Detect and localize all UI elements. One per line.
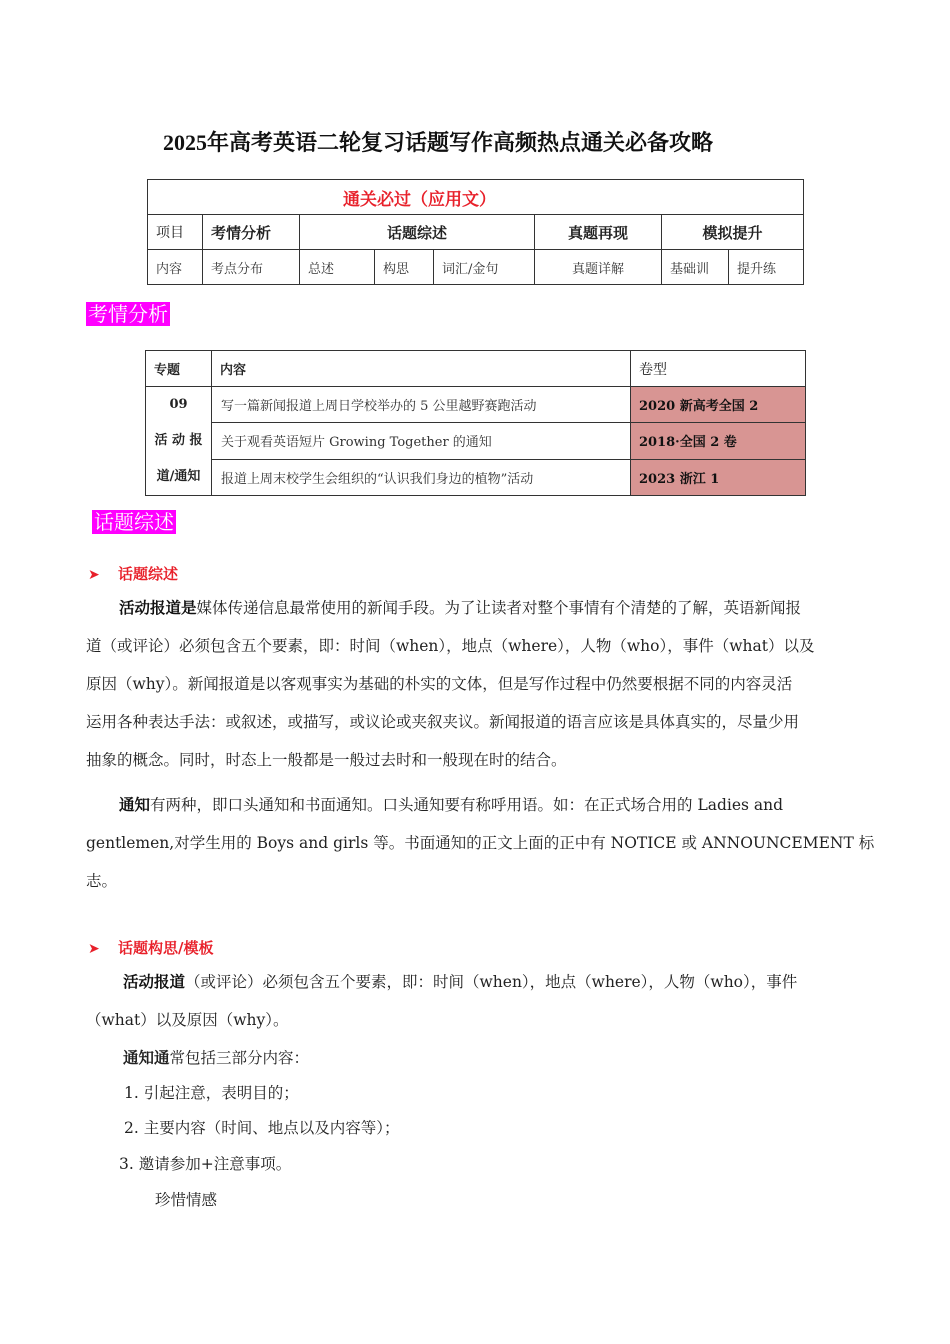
list-item: 2. 主要内容（时间、地点以及内容等）； [124, 1119, 400, 1137]
content-cell: 关于观看英语短片 Growing Together 的通知 [212, 423, 631, 459]
analysis-table [145, 350, 806, 496]
nav-link-analysis[interactable]: 考情分析 [203, 215, 300, 250]
nav-link-real-questions[interactable]: 真题再现 [535, 215, 662, 250]
topic-cell: 09 活 动 报 道/通知 [146, 387, 212, 496]
section-badge-analysis: 考情分析 [88, 302, 168, 326]
paragraph-activity-report: 活动报道是媒体传递信息最常使用的新闻手段。为了让读者对整个事情有个清楚的了解，英语新闻报 道（或评论）必须包含五个要素，即：时间（when），地点（where），人物（who），事件（what）以及 原因（why）。新闻报道是以客观事实为基础的朴实的文体，但是写作过程中仍然要根据不同的内容灵活 运用各种表达手法：或叙述，或描写，或议论或夹叙夹议。新闻报道的语言应该是具体真实的，尽量少用 抽象的概念。同时，时态上一般都是一般过去时和一般现在时的结合。 [86, 598, 815, 769]
page-title: 2025年高考英语二轮复习话题写作高频热点通关必备攻略 [162, 130, 713, 155]
footer-text: 珍惜情感 [155, 1191, 218, 1209]
paper-cell: 2023 浙江 1 [631, 459, 806, 495]
paragraph-notice: 通知有两种，即口头通知和书面通知。口头通知要有称呼用语。如：在正式场合用的 Ladies and gentlemen,对学生用的 Boys and girls 等。书面通知的正文上面的正中有 NOTICE 或 ANNOUNCEMENT 标 志。 [86, 795, 875, 890]
nav-link-simulation[interactable]: 模拟提升 [662, 215, 804, 250]
list-item: 1. 引起注意，表明目的； [124, 1084, 299, 1102]
nav-link-vocabulary[interactable]: 词汇/金句 [434, 250, 535, 285]
nav-link-improve[interactable]: 提升练 [729, 250, 804, 285]
nav-link-distribution[interactable]: 考点分布 [203, 250, 300, 285]
bullet-heading-conception: ➤ 话题构思/模板 [88, 939, 214, 957]
column-header: 专题 [146, 351, 212, 387]
nav-cell: 内容 [148, 250, 203, 285]
column-header: 内容 [212, 351, 631, 387]
paper-cell: 2020 新高考全国 2 [631, 387, 806, 423]
navigation-table [147, 179, 804, 285]
paragraph-report-elements: 活动报道（或评论）必须包含五个要素，即：时间（when），地点（where），人物（who），事件 （what）以及原因（why）。 [86, 972, 798, 1029]
arrow-bullet-icon: ➤ [88, 567, 100, 583]
nav-link-overview[interactable]: 话题综述 [300, 215, 535, 250]
column-header: 卷型 [631, 351, 806, 387]
bullet-heading-overview: ➤ 话题综述 [88, 565, 179, 583]
notice-structure-intro: 通知通常包括三部分内容： [123, 1048, 310, 1067]
content-cell: 写一篇新闻报道上周日学校举办的 5 公里越野赛跑活动 [212, 387, 631, 423]
table-row [146, 459, 806, 495]
paper-cell: 2018·全国 2 卷 [631, 423, 806, 459]
nav-link-conception[interactable]: 构思 [375, 250, 434, 285]
content-cell: 报道上周末校学生会组织的“认识我们身边的植物”活动 [212, 459, 631, 495]
nav-cell: 项目 [148, 215, 203, 250]
section-badge-overview: 话题综述 [94, 510, 174, 534]
nav-link-basic[interactable]: 基础训 [662, 250, 729, 285]
arrow-bullet-icon: ➤ [88, 941, 100, 957]
nav-link-summary[interactable]: 总述 [300, 250, 375, 285]
table-row [146, 387, 806, 423]
nav-link-explanation[interactable]: 真题详解 [535, 250, 662, 285]
table-row [146, 423, 806, 459]
list-item: 3. 邀请参加+注意事项。 [119, 1155, 292, 1173]
nav-header: 通关必过（应用文） [148, 180, 804, 215]
